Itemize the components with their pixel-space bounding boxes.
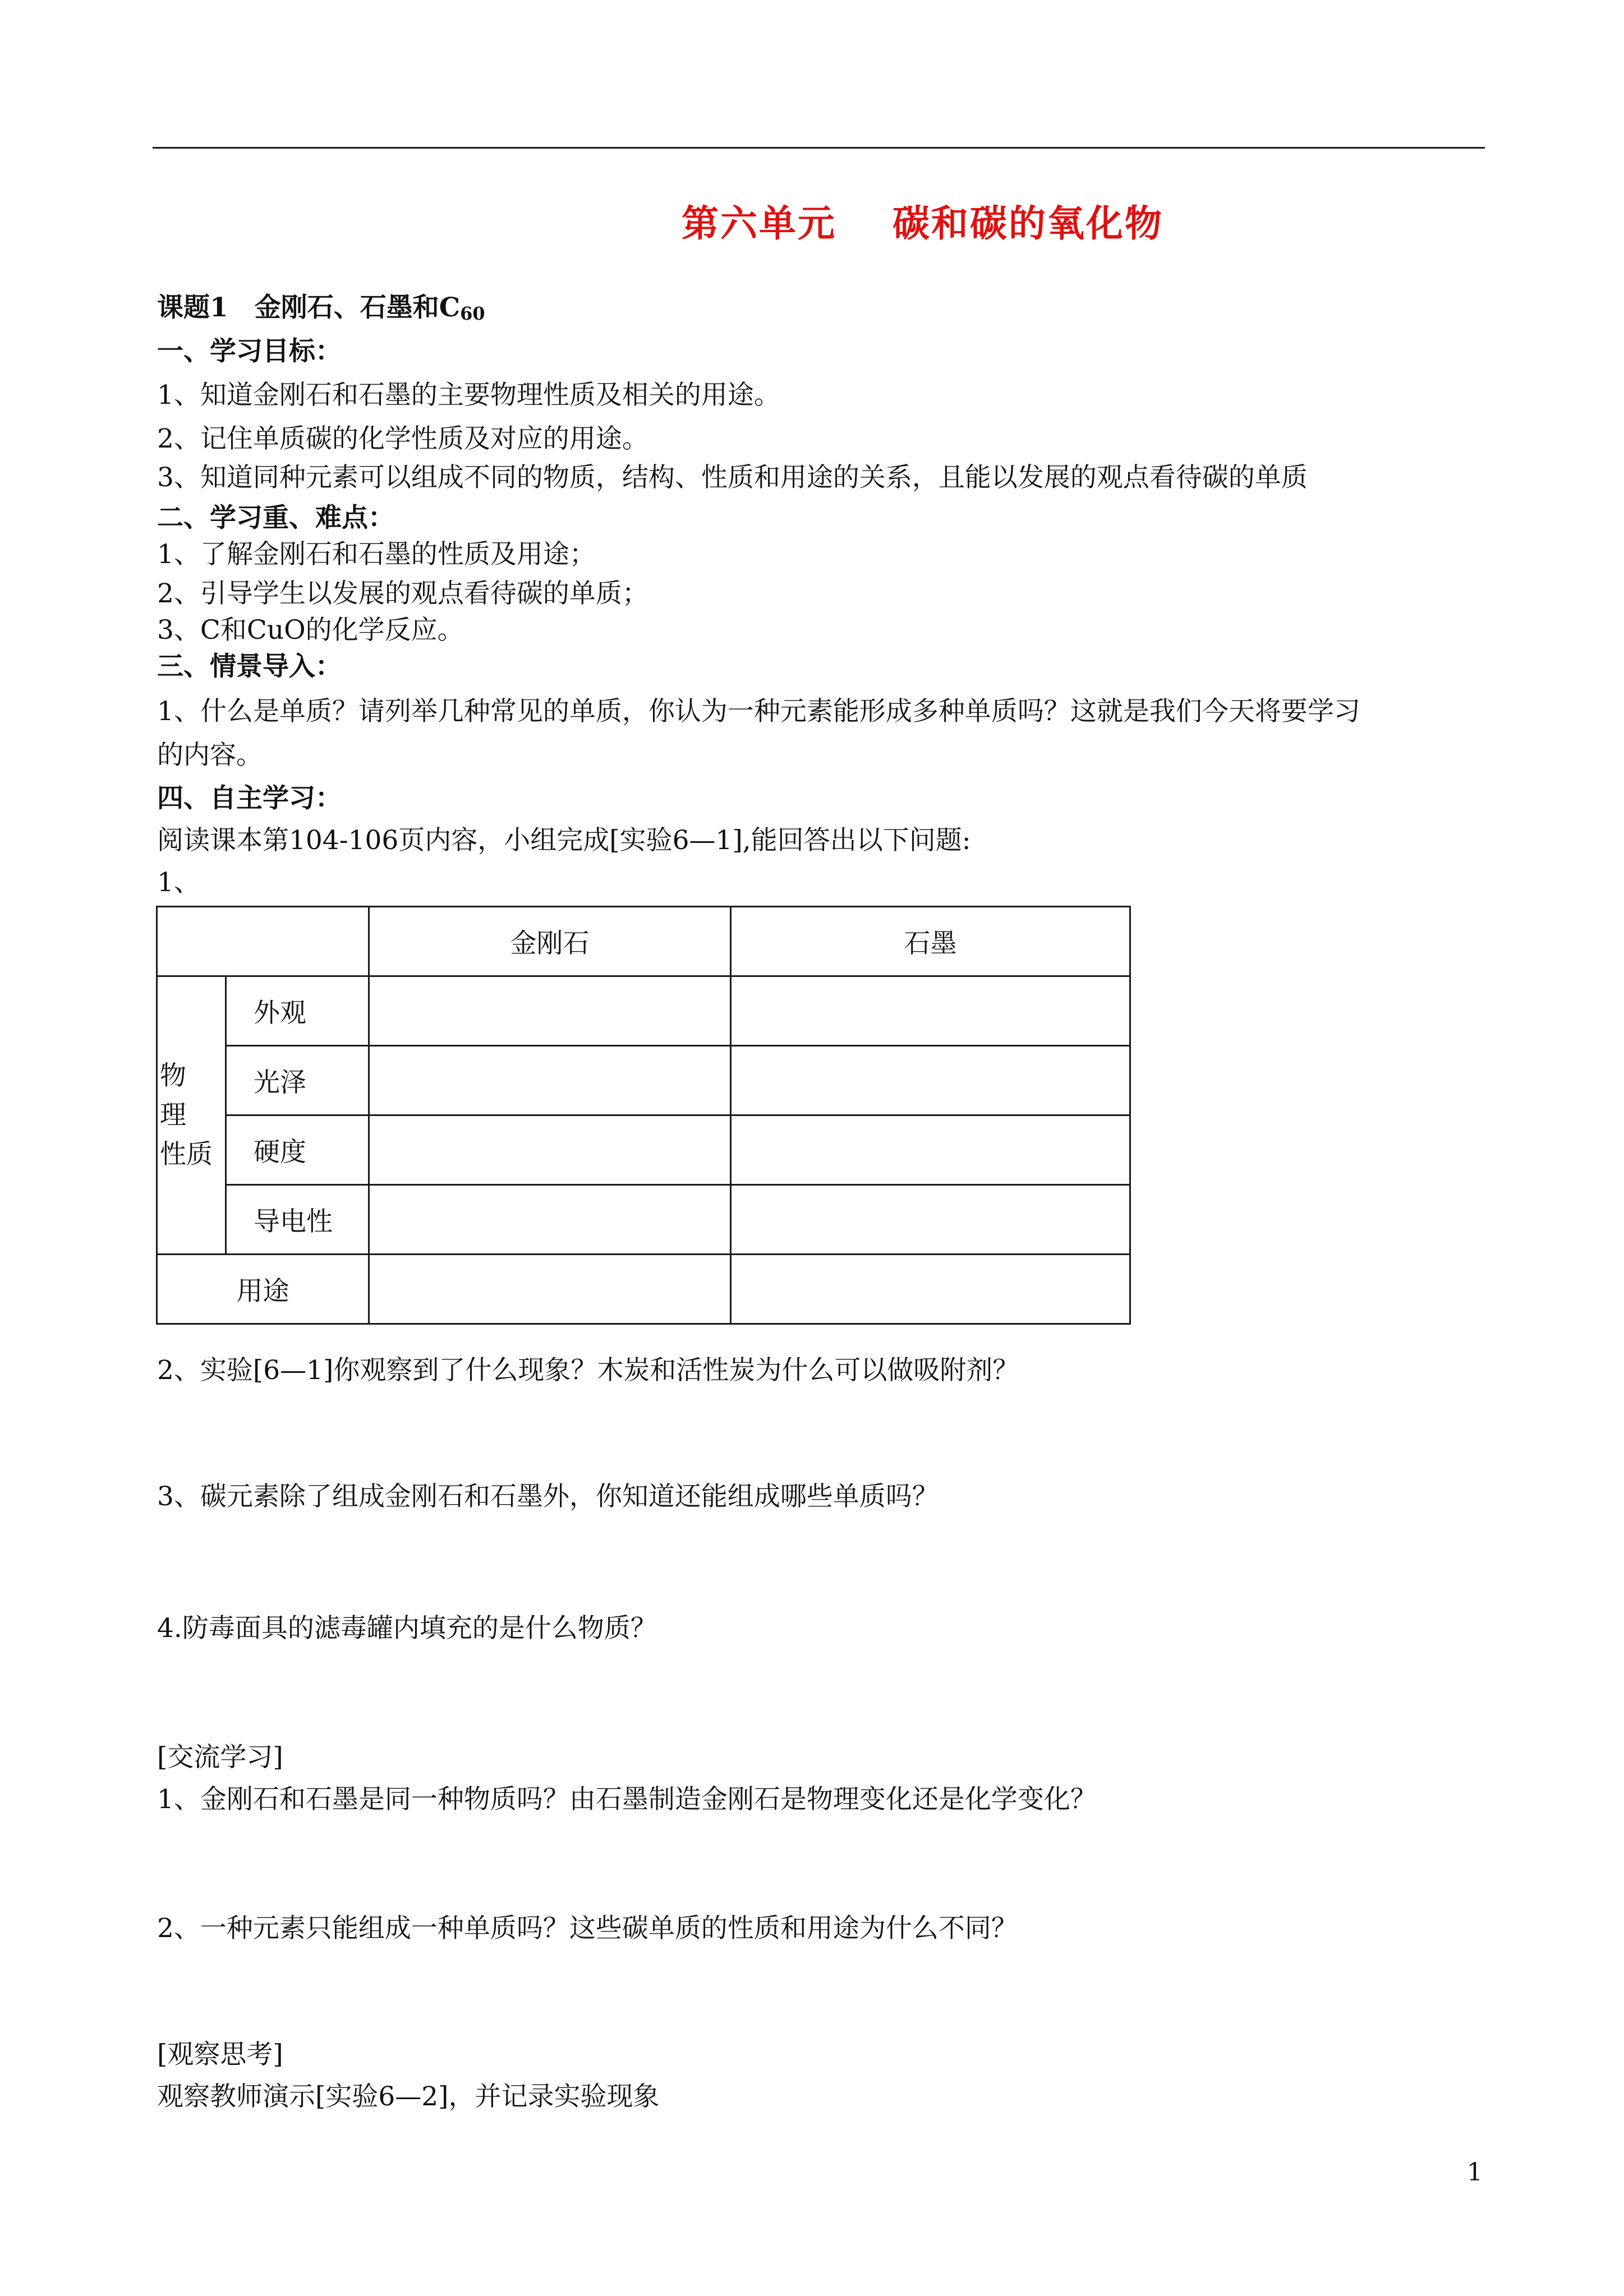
table-row [157,1255,1130,1324]
section-1-heading: 一、学习目标： [157,336,342,367]
reading-instruction: 阅读课本第104-106页内容，小组完成[实验6—1],能回答出以下问题: [157,825,971,856]
intro-question-line2: 的内容。 [157,740,263,771]
blank-answer-cell [731,1255,1130,1324]
section-3-heading: 三、情景导入： [157,651,342,682]
page-number: 1 [1467,2158,1483,2187]
table-row [157,1046,1130,1115]
header-rule [153,147,1485,149]
intro-question-line1: 1、什么是单质？请列举几种常见的单质，你认为一种元素能形成多种单质吗？这就是我们今天将要学习 [157,696,1360,727]
objective-1: 1、知道金刚石和石墨的主要物理性质及相关的用途。 [157,380,780,411]
question-4: 4.防毒面具的滤毒罐内填充的是什么物质？ [157,1613,657,1644]
question-2: 2、实验[6—1]你观察到了什么现象？木炭和活性炭为什么可以做吸附剂？ [157,1355,1019,1386]
row-label-conductivity: 导电性 [226,1185,369,1255]
lesson-title [157,286,485,330]
table-row [157,976,1130,1046]
blank-answer-cell [369,1046,731,1115]
objective-2: 2、记住单质碳的化学性质及对应的用途。 [157,423,648,454]
keypoint-2: 2、引导学生以发展的观点看待碳的单质； [157,578,648,609]
blank-answer-cell [731,1185,1130,1255]
row-label-appearance: 外观 [226,976,369,1046]
table-header-graphite: 石墨 [731,907,1130,976]
exchange-question-1: 1、金刚石和石墨是同一种物质吗？由石墨制造金刚石是物理变化还是化学变化？ [157,1784,1097,1815]
table-header-row [157,907,1130,976]
blank-answer-cell [731,1046,1130,1115]
section-4-heading: 四、自主学习： [157,783,342,814]
physical-properties-group [157,976,226,1255]
question-1-label: 1、 [157,867,200,898]
keypoint-3: 3、C和CuO的化学反应。 [157,615,464,646]
observe-heading: [观察思考] [157,2039,283,2070]
question-3: 3、碳元素除了组成金刚石和石墨外，你知道还能组成哪些单质吗？ [157,1481,938,1512]
blank-answer-cell [369,1115,731,1185]
group-label-line2: 性质 [160,1138,213,1170]
unit-title [682,193,1163,247]
table-row [157,1115,1130,1185]
keypoint-1: 1、了解金刚石和石墨的性质及用途； [157,539,596,570]
blank-answer-cell [731,976,1130,1046]
row-label-usage: 用途 [157,1255,369,1324]
table-corner-cell [157,907,369,976]
exchange-heading: [交流学习] [157,1742,283,1773]
carbon-comparison-table [156,906,1131,1325]
blank-answer-cell [369,976,731,1046]
lesson-title-text: 课题1 金刚石、石墨和C [157,292,461,323]
exchange-question-2: 2、一种元素只能组成一种单质吗？这些碳单质的性质和用途为什么不同？ [157,1913,1018,1944]
unit-title-name: 碳和碳的氧化物 [892,201,1163,245]
table-header-diamond: 金刚石 [369,907,731,976]
row-label-luster: 光泽 [226,1046,369,1115]
group-label-line1: 物 理 [160,1060,213,1131]
lesson-title-subscript: 60 [460,303,485,324]
blank-answer-cell [369,1185,731,1255]
blank-answer-cell [369,1255,731,1324]
row-label-hardness: 硬度 [226,1115,369,1185]
blank-answer-cell [731,1115,1130,1185]
objective-3: 3、知道同种元素可以组成不同的物质，结构、性质和用途的关系，且能以发展的观点看待碳的单质 [157,462,1308,493]
observe-instruction: 观察教师演示[实验6—2]，并记录实验现象 [157,2081,660,2112]
table-row [157,1185,1130,1255]
unit-title-number: 第六单元 [682,201,836,245]
section-2-heading: 二、学习重、难点： [157,502,394,533]
